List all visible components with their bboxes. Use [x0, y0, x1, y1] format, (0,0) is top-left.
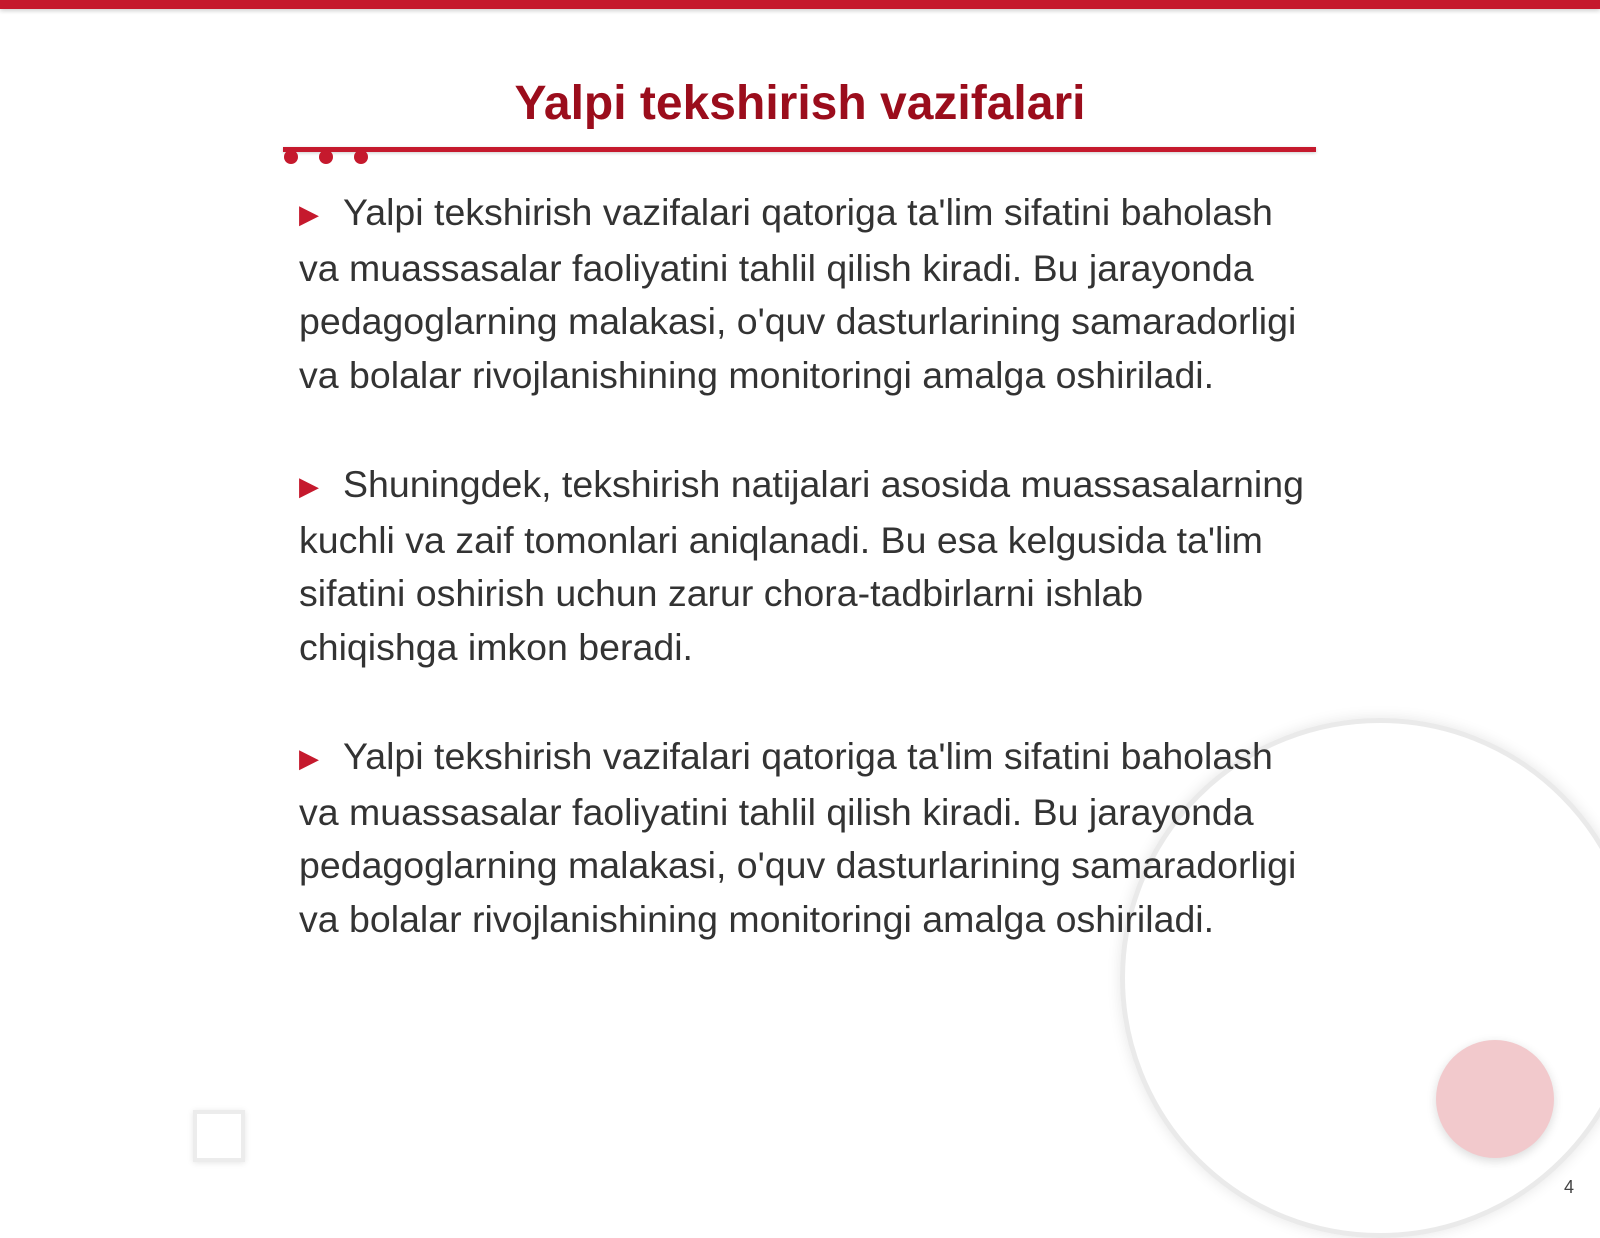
- bullet-item: [299, 730, 1309, 946]
- page-number: 4: [1563, 1177, 1574, 1197]
- bullet-item: [299, 186, 1309, 402]
- triangle-bullet-icon: ▶: [299, 471, 319, 501]
- title-dot-1: [284, 150, 298, 164]
- title-dot-3: [354, 150, 368, 164]
- title-underline: [283, 147, 1316, 152]
- triangle-bullet-icon: ▶: [299, 743, 319, 773]
- top-accent-bar: [0, 0, 1600, 9]
- bullet-text: Shuningdek, tekshirish natijalari asosida muassasalarning kuchli va zaif tomonlari aniqlanadi. Bu esa kelgusida ta'lim sifatini oshirish uchun zarur chora-tadbirlarni ishlab chiqishga imkon beradi.: [299, 463, 1304, 668]
- bullet-text: Yalpi tekshirish vazifalari qatoriga ta'lim sifatini baholash va muassasalar faoliyatini tahlil qilish kiradi. Bu jarayonda pedagoglarning malakasi, o'quv dasturlarining samaradorligi va bolalar rivojlanishining monitoringi amalga oshiriladi.: [299, 735, 1297, 940]
- decorative-pink-circle: [1436, 1040, 1554, 1158]
- slide-title: Yalpi tekshirish vazifalari: [514, 77, 1086, 130]
- bullet-list: [299, 186, 1309, 946]
- decorative-square: [193, 1110, 245, 1162]
- bullet-item: [299, 458, 1309, 674]
- triangle-bullet-icon: ▶: [299, 199, 319, 229]
- bullet-text: Yalpi tekshirish vazifalari qatoriga ta'lim sifatini baholash va muassasalar faoliyatini tahlil qilish kiradi. Bu jarayonda pedagoglarning malakasi, o'quv dasturlarining samaradorligi va bolalar rivojlanishining monitoringi amalga oshiriladi.: [299, 191, 1297, 396]
- title-dot-2: [319, 150, 333, 164]
